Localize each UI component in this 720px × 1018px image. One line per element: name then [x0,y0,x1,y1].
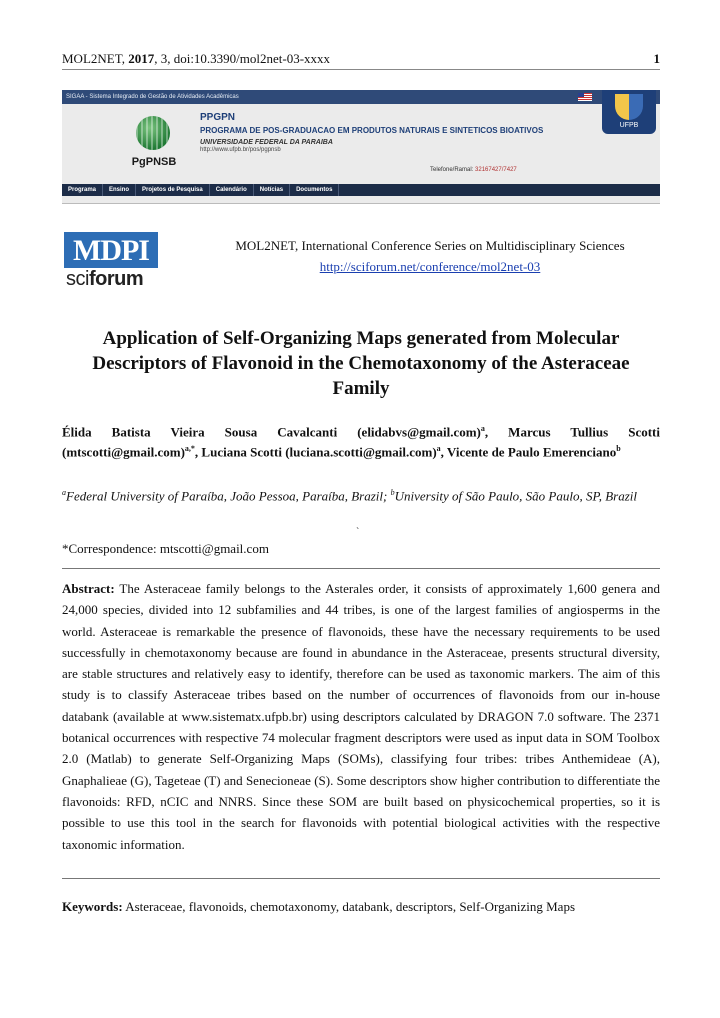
program-banner [62,90,660,204]
program-website[interactable]: http://www.ufpb.br/pos/pgpnsb [200,147,281,153]
author-1: Élida Batista Vieira Sousa Cavalcanti (elidabvs@gmail.com) [62,424,481,440]
phone-value: 32167427/7427 [475,167,517,173]
citation-year: 2017 [128,51,155,66]
author-3: , Luciana Scotti (luciana.scotti@gmail.com) [194,444,437,460]
mdpi-sciforum-logo [64,232,160,300]
ufpb-shield-icon [615,94,643,120]
ufpb-logo [602,90,656,134]
author-list [62,420,660,461]
phone-label: Telefone/Ramal: [430,167,476,173]
author-3-sup: a [436,444,441,454]
program-name: PROGRAMA DE POS-GRADUACAO EM PRODUTOS NATURAIS E SINTETICOS BIOATIVOS [200,126,544,135]
paper-title: Application of Self-Organizing Maps generated from Molecular Descriptors of Flavonoid in the Chemotaxonomy of the Asteraceae Family [92,328,630,399]
abstract-text: The Asteraceae family belongs to the Asterales order, it consists of approximately 1,600 genera and 24,000 species, divided into 12 subfamilies and 44 tribes, is one of the largest families of angiosperms in the world. Asteraceae is remarkable the presence of flavonoids, these have the necessary requirements to be used successfully in chemotaxonomy because are found in abundance in the Asteraceae, presents structural diversity, are stable structures and relatively easy to identify, therefore can be used as taxonomic markers. The aim of this study is to classify Asteraceae tribes based on the number of occurrences of flavonoids from our in-house databank (available at www.sistematx.ufpb.br) using descriptors calculated by DRAGON 7.0 software. The 2371 botanical occurrences with respective 74 molecular fragment descriptors were used as input data in SOM Toolbox 2.0 (Matlab) to generate Self-Organizing Maps (SOMs), classifying four tribes: tribes Anthemideae (A), Gnaphalieae (G), Tageteae (T) and Senecioneae (S). Some descriptors show higher contribution to differentiate the flavonoids: RFD, nCIC and NNRS. Since these SOM are built based on physicochemical properties, so it is possible to use this tool in the search for flavonoids with potential biological activities with the respective taxonomic information. [62,581,660,852]
running-header [62,49,660,70]
author-4-sup: b [616,444,621,454]
pgpnsb-logo [124,112,184,182]
keywords-label: Keywords: [62,899,123,914]
affil-b: University of São Paulo, São Paulo, SP, Brazil [394,488,638,504]
author-1-sup: a [480,424,485,433]
sciforum-wordmark [64,268,160,291]
nav-ensino[interactable]: Ensino [103,184,136,196]
globe-icon [136,116,170,150]
author-2: , Marcus Tullius Scotti (mtscotti@gmail.com) [62,424,660,460]
affil-b-sup: b [390,488,395,497]
nav-calendario[interactable]: Calendário [210,184,254,196]
nav-documentos[interactable]: Documentos [290,184,339,196]
citation-suffix: , 3, doi:10.3390/mol2net-03-xxxx [154,51,331,66]
banner-title-block [200,112,580,153]
affil-a-sup: a [62,488,66,497]
pgpnsb-label: PgPNSB [131,156,177,168]
us-flag-icon[interactable] [578,93,592,101]
program-code: PPGPN [200,112,236,123]
sciforum-sci: sci [66,268,89,290]
conference-url[interactable]: http://sciforum.net/conference/mol2net-03 [319,259,541,274]
correspondence: *Correspondence: mtscotti@gmail.com [62,541,269,556]
sigaa-bar: SIGAA - Sistema Integrado de Gestão de Atividades Acadêmicas [62,90,660,104]
sciforum-forum: forum [88,268,144,290]
citation [62,51,330,67]
affil-a: Federal University of Paraíba, João Pessoa, Paraíba, Brazil; [66,488,391,504]
abstract-label: Abstract: [62,581,115,596]
conference-name: MOL2NET, International Conference Series on Multidisciplinary Sciences [235,238,625,253]
banner-nav [62,184,660,196]
keywords [62,898,642,916]
mdpi-wordmark: MDPI [64,232,158,268]
nav-programa[interactable]: Programa [62,184,103,196]
phone-info [430,167,517,173]
abstract [62,578,660,855]
nav-projetos[interactable]: Projetos de Pesquisa [136,184,210,196]
stray-mark: ` [356,527,360,538]
divider-top [62,568,660,569]
ufpb-label: UFPB [619,122,639,129]
keywords-text: Asteraceae, flavonoids, chemotaxonomy, databank, descriptors, Self-Organizing Maps [122,899,576,914]
affiliations [62,484,660,505]
citation-prefix: MOL2NET, [62,51,129,66]
nav-noticias[interactable]: Notícias [254,184,290,196]
divider-bottom [62,878,660,879]
university-name: UNIVERSIDADE FEDERAL DA PARAIBA [200,139,333,146]
author-4: , Vicente de Paulo Emerenciano [440,444,617,460]
page-number: 1 [653,51,660,66]
conference-info [180,238,680,275]
author-2-sup: a,* [184,444,195,454]
